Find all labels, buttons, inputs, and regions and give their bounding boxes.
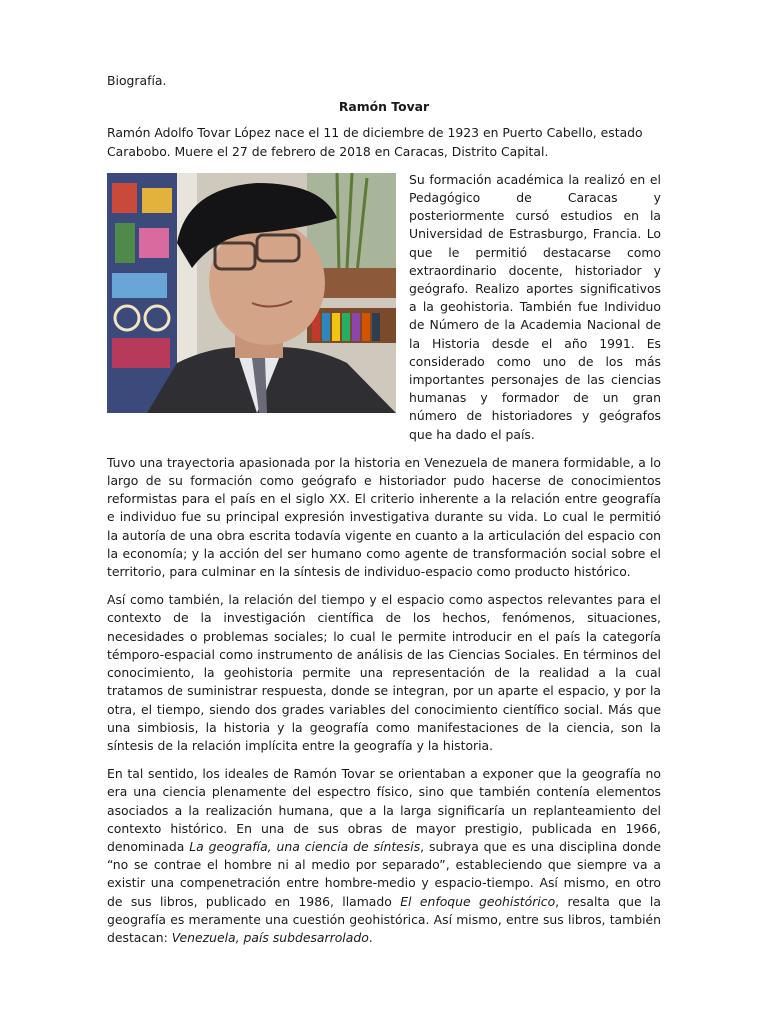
document-title: Ramón Tovar	[338, 99, 430, 115]
bio-paragraph: Su formación académica la realizó en el Pedagógico de Caracas y posteriormente cursó estudios en la Universidad de Estrasburgo, Francia. Lo que le permitió destacarse como extraordinario docente, historiador y geógrafo. Realizo aportes significativos a la geohistoria. También fue Individuo de Número de la Academia Nacional de la Historia desde el año 1991. Es considerado como uno de los más importantes personajes de las ciencias humanas y formador de un gran número de historiadores y geógrafos que ha dado el país.	[409, 171, 661, 442]
paragraph-ideales-text-1: En tal sentido, los ideales de Ramón Tovar se orientaban a exponer que la geografía no era una ciencia plenamente del espectro físico, sino que también contenía elementos asociados a la realización humana, que a la larga significaría un replanteamiento del contexto histórico. En una de sus obras de mayor prestigio, publicada en 1966, denominada	[107, 766, 661, 854]
intro-paragraph: Ramón Adolfo Tovar López nace el 11 de diciembre de 1923 en Puerto Cabello, estado Carabobo. Muere el 27 de febrero de 2018 en Caracas, Distrito Capital.	[107, 125, 643, 159]
document-heading: Biografía.	[107, 73, 167, 88]
book-title-enfoque: El enfoque geohistórico	[400, 893, 556, 909]
book-title-geografia: La geografía, una ciencia de síntesis	[189, 838, 421, 854]
portrait-photo-icon	[107, 173, 396, 413]
book-title-venezuela: Venezuela, país subdesarrolado	[171, 929, 369, 945]
bio-block	[107, 171, 661, 444]
paragraph-tiempo-espacio: Así como también, la relación del tiempo y el espacio como aspectos relevantes para el contexto de la investigación científica de los hechos, fenómenos, situaciones, necesidades o problemas sociales; lo cual le permite introducir en el país la categoría témporo-espacial como instrumento de análisis de las Ciencias Sociales. En términos del conocimiento, la geohistoria permite una representación de la realidad a la cual tratamos de suministrar respuesta, donde se integran, por un aparte el espacio, y por la otra, el tiempo, siendo dos grades variables del conocimiento científico social. Más que una simbiosis, la historia y la geografía como manifestaciones de la ciencia, son la síntesis de la relación implícita entre la geografía y la historia.	[107, 592, 661, 753]
paragraph-ideales-text-4: .	[368, 929, 373, 945]
paragraph-ideales	[107, 765, 661, 947]
paragraph-trayectoria: Tuvo una trayectoria apasionada por la historia en Venezuela de manera formidable, a lo largo de su formación como geógrafo e historiador pudo hacerse de conocimientos reformistas para el país en el siglo XX. El criterio inherente a la relación entre geografía e individuo fue su principal expresión investigativa durante su vida. Lo cual le permitió la autoría de una obra escrita todavía vigente en cuanto a la articulación del espacio con la economía; y la acción del ser humano como agente de transformación social sobre el territorio, para culminar en la síntesis de individuo-espacio como producto histórico.	[107, 454, 661, 580]
paragraph-ideales-text-2: , subraya que es una disciplina donde “no se contrae el hombre ni al medio por separado”, estableciendo que siempre va a existir una compenetración entre hombre-medio y espacio-tiempo. Así mismo, en otro de sus libros, publicado en 1986, llamado	[107, 838, 661, 909]
paragraph-ideales-text-3: , resalta que la geografía es meramente una cuestión geohistórica. Así mismo, entre sus libros, también destacan:	[107, 893, 661, 945]
